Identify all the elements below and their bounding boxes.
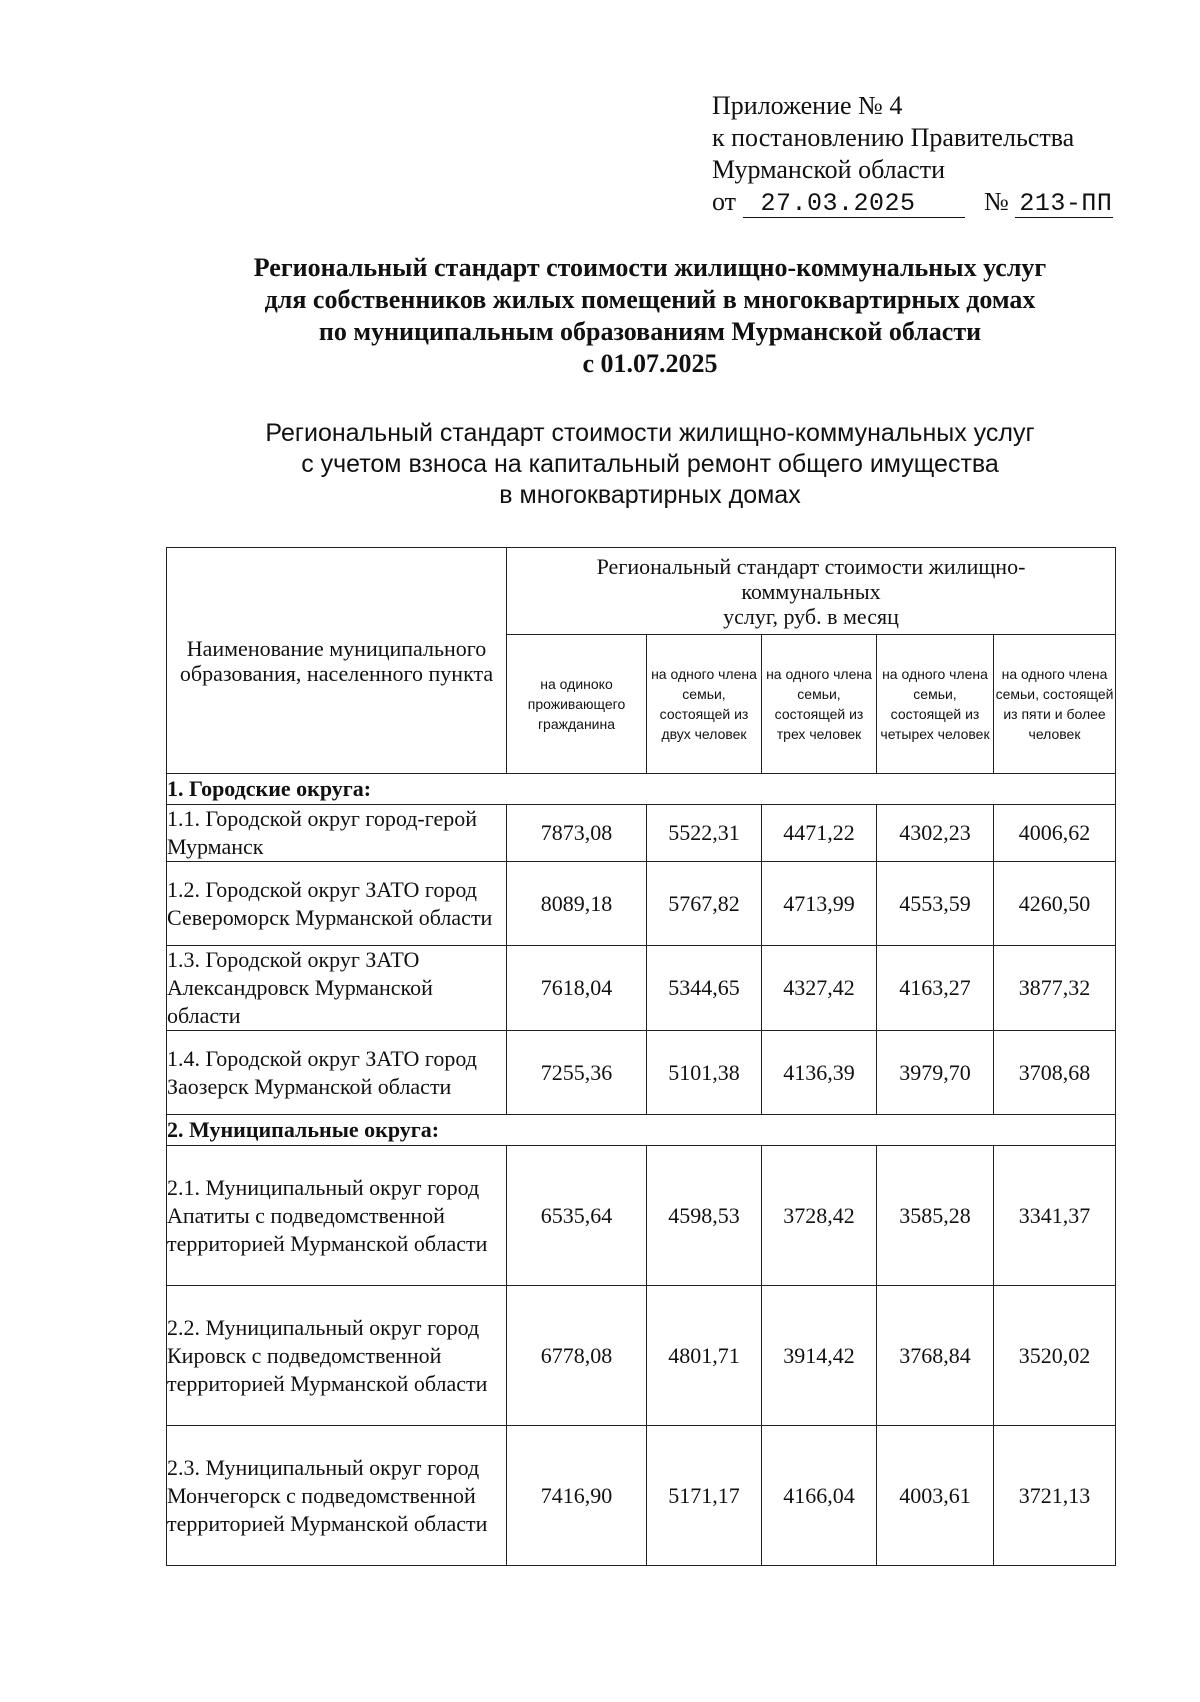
section-title: 2. Муниципальные округа: bbox=[167, 1115, 1116, 1146]
row-value: 8089,18 bbox=[507, 862, 647, 946]
section-row bbox=[167, 1115, 1116, 1146]
document-title bbox=[100, 252, 1200, 380]
table-row bbox=[167, 805, 1116, 862]
subtitle-line-3: в многоквартирных домах bbox=[499, 481, 801, 509]
row-value: 5101,38 bbox=[647, 1031, 762, 1115]
row-value: 4163,27 bbox=[877, 946, 994, 1031]
appendix-number: Приложение № 4 bbox=[712, 91, 903, 120]
row-name: 1.2. Городской округ ЗАТО город Североморск Мурманской области bbox=[167, 862, 507, 946]
row-value: 3341,37 bbox=[994, 1146, 1116, 1286]
row-name: 2.1. Муниципальный округ город Апатиты с подведомственной территорией Мурманской области bbox=[167, 1146, 507, 1286]
row-value: 4302,23 bbox=[877, 805, 994, 862]
header-col-two: на одного члена семьи, состоящей из двух человек bbox=[647, 635, 762, 774]
row-value: 4553,59 bbox=[877, 862, 994, 946]
row-value: 4260,50 bbox=[994, 862, 1116, 946]
from-label: от bbox=[712, 187, 737, 216]
row-value: 5344,65 bbox=[647, 946, 762, 1031]
table-row bbox=[167, 1146, 1116, 1286]
section-title: 1. Городские округа: bbox=[167, 774, 1116, 805]
appendix-header bbox=[712, 90, 1152, 218]
row-value: 4713,99 bbox=[762, 862, 877, 946]
header-col-four: на одного члена семьи, состоящей из четырех человек bbox=[877, 635, 994, 774]
row-value: 4471,22 bbox=[762, 805, 877, 862]
row-value: 6778,08 bbox=[507, 1286, 647, 1426]
table-row bbox=[167, 1286, 1116, 1426]
table-row bbox=[167, 1426, 1116, 1566]
header-group-line-2: коммунальных bbox=[741, 578, 881, 604]
row-value: 3914,42 bbox=[762, 1286, 877, 1426]
table-row bbox=[167, 862, 1116, 946]
row-value: 5522,31 bbox=[647, 805, 762, 862]
decree-number: 213-ПП bbox=[1015, 191, 1113, 218]
row-value: 3520,02 bbox=[994, 1286, 1116, 1426]
header-group-line-1: Региональный стандарт стоимости жилищно- bbox=[596, 553, 1026, 579]
standard-cost-table bbox=[166, 547, 1116, 1566]
header-col-three: на одного члена семьи, состоящей из трех человек bbox=[762, 635, 877, 774]
row-value: 4166,04 bbox=[762, 1426, 877, 1566]
header-cost-group bbox=[507, 548, 1116, 635]
row-value: 7416,90 bbox=[507, 1426, 647, 1566]
row-value: 3708,68 bbox=[994, 1031, 1116, 1115]
row-value: 3585,28 bbox=[877, 1146, 994, 1286]
row-value: 5171,17 bbox=[647, 1426, 762, 1566]
header-group-line-3: услуг, руб. в месяц bbox=[723, 603, 899, 629]
row-value: 7618,04 bbox=[507, 946, 647, 1031]
title-line-4: с 01.07.2025 bbox=[582, 349, 718, 378]
appendix-date-line bbox=[712, 186, 1152, 218]
subtitle-line-2: с учетом взноса на капитальный ремонт общего имущества bbox=[301, 450, 999, 478]
row-value: 5767,82 bbox=[647, 862, 762, 946]
title-line-3: по муниципальным образованиям Мурманской области bbox=[318, 317, 982, 346]
row-name: 1.1. Городской округ город-герой Мурманск bbox=[167, 805, 507, 862]
row-value: 7873,08 bbox=[507, 805, 647, 862]
row-value: 6535,64 bbox=[507, 1146, 647, 1286]
number-label: № bbox=[984, 187, 1009, 216]
header-municipality: Наименование муниципального образования, населенного пункта bbox=[167, 548, 507, 774]
table-row bbox=[167, 1031, 1116, 1115]
decree-date: 27.03.2025 bbox=[743, 191, 965, 218]
section-row bbox=[167, 774, 1116, 805]
row-value: 7255,36 bbox=[507, 1031, 647, 1115]
appendix-region: Мурманской области bbox=[712, 155, 945, 184]
subtitle-line-1: Региональный стандарт стоимости жилищно-коммунальных услуг bbox=[265, 419, 1035, 447]
row-value: 3877,32 bbox=[994, 946, 1116, 1031]
header-col-single: на одиноко проживающего гражданина bbox=[507, 635, 647, 774]
row-value: 4136,39 bbox=[762, 1031, 877, 1115]
header-col-five: на одного члена семьи, состоящей из пяти и более человек bbox=[994, 635, 1116, 774]
table-row bbox=[167, 946, 1116, 1031]
row-value: 3728,42 bbox=[762, 1146, 877, 1286]
title-line-2: для собственников жилых помещений в многоквартирных домах bbox=[264, 285, 1036, 314]
row-value: 4327,42 bbox=[762, 946, 877, 1031]
row-name: 2.3. Муниципальный округ город Мончегорск с подведомственной территорией Мурманской области bbox=[167, 1426, 507, 1566]
appendix-decree: к постановлению Правительства bbox=[712, 123, 1075, 152]
row-value: 3979,70 bbox=[877, 1031, 994, 1115]
row-value: 3768,84 bbox=[877, 1286, 994, 1426]
row-value: 4006,62 bbox=[994, 805, 1116, 862]
row-name: 2.2. Муниципальный округ город Кировск с подведомственной территорией Мурманской области bbox=[167, 1286, 507, 1426]
row-value: 3721,13 bbox=[994, 1426, 1116, 1566]
row-value: 4801,71 bbox=[647, 1286, 762, 1426]
row-name: 1.4. Городской округ ЗАТО город Заозерск Мурманской области bbox=[167, 1031, 507, 1115]
title-line-1: Региональный стандарт стоимости жилищно-коммунальных услуг bbox=[253, 253, 1047, 282]
row-value: 4598,53 bbox=[647, 1146, 762, 1286]
row-value: 4003,61 bbox=[877, 1426, 994, 1566]
row-name: 1.3. Городской округ ЗАТО Александровск Мурманской области bbox=[167, 946, 507, 1031]
document-subtitle bbox=[100, 418, 1200, 511]
